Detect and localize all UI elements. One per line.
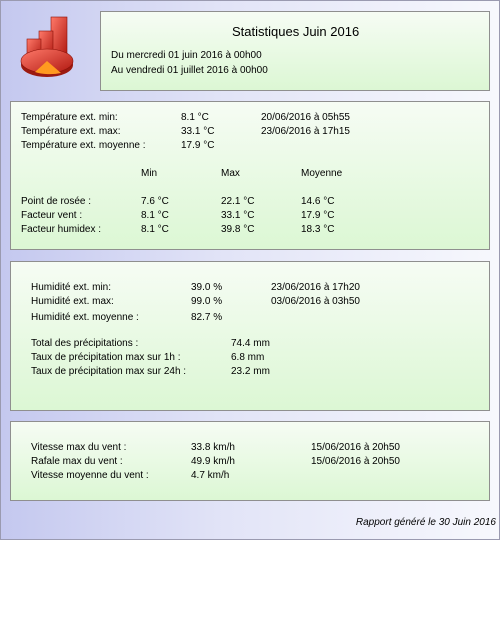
dewpoint-max: 22.1 °C xyxy=(221,196,255,207)
windchill-avg: 17.9 °C xyxy=(301,210,335,221)
wind-max-label: Vitesse max du vent : xyxy=(31,442,127,453)
period-start: Du mercredi 01 juin 2016 à 00h00 xyxy=(111,50,262,61)
humidity-panel xyxy=(10,261,490,411)
temp-max-label: Température ext. max: xyxy=(21,126,121,137)
col-header-max: Max xyxy=(221,168,240,179)
wind-max-date: 15/06/2016 à 20h50 xyxy=(311,442,400,453)
col-header-min: Min xyxy=(141,168,158,179)
windchill-min: 8.1 °C xyxy=(141,210,169,221)
hum-min-date: 23/06/2016 à 17h20 xyxy=(271,282,360,293)
period-end: Au vendredi 01 juillet 2016 à 00h00 xyxy=(111,65,268,76)
rain-total-value: 74.4 mm xyxy=(231,338,270,349)
hum-max-value: 99.0 % xyxy=(191,296,223,307)
rain-rate-24h-label: Taux de précipitation max sur 24h : xyxy=(31,366,187,377)
temp-max-value: 33.1 °C xyxy=(181,126,215,137)
hum-min-value: 39.0 % xyxy=(191,282,223,293)
gust-value: 49.9 km/h xyxy=(191,456,235,467)
humidex-label: Facteur humidex : xyxy=(21,224,102,235)
rain-rate-1h-label: Taux de précipitation max sur 1h : xyxy=(31,352,181,363)
dewpoint-min: 7.6 °C xyxy=(141,196,169,207)
humidex-max: 39.8 °C xyxy=(221,224,255,235)
temp-avg-label: Température ext. moyenne : xyxy=(21,140,146,151)
temp-max-date: 23/06/2016 à 17h15 xyxy=(261,126,350,137)
wind-avg-value: 4.7 km/h xyxy=(191,470,230,481)
rain-rate-24h-value: 23.2 mm xyxy=(231,366,270,377)
hum-min-label: Humidité ext. min: xyxy=(31,282,112,293)
rain-rate-1h-value: 6.8 mm xyxy=(231,352,265,363)
hum-max-date: 03/06/2016 à 03h50 xyxy=(271,296,360,307)
temp-min-date: 20/06/2016 à 05h55 xyxy=(261,112,350,123)
dewpoint-avg: 14.6 °C xyxy=(301,196,335,207)
hum-avg-label: Humidité ext. moyenne : xyxy=(31,312,139,323)
temp-min-label: Température ext. min: xyxy=(21,112,118,123)
gust-date: 15/06/2016 à 20h50 xyxy=(311,456,400,467)
header-panel xyxy=(100,11,490,91)
temperature-panel xyxy=(10,101,490,250)
hum-max-label: Humidité ext. max: xyxy=(31,296,114,307)
hum-avg-value: 82.7 % xyxy=(191,312,223,323)
temp-avg-value: 17.9 °C xyxy=(181,140,215,151)
page-title: Statistiques Juin 2016 xyxy=(232,24,360,39)
gust-label: Rafale max du vent : xyxy=(31,456,123,467)
chart-logo-icon xyxy=(17,13,77,79)
wind-avg-label: Vitesse moyenne du vent : xyxy=(31,470,149,481)
humidex-min: 8.1 °C xyxy=(141,224,169,235)
wind-panel xyxy=(10,421,490,501)
temp-min-value: 8.1 °C xyxy=(181,112,209,123)
windchill-max: 33.1 °C xyxy=(221,210,255,221)
report-footer: Rapport généré le 30 Juin 2016 xyxy=(355,517,496,528)
windchill-label: Facteur vent : xyxy=(21,210,83,221)
col-header-avg: Moyenne xyxy=(301,168,343,179)
rain-total-label: Total des précipitations : xyxy=(31,338,139,349)
humidex-avg: 18.3 °C xyxy=(301,224,335,235)
dewpoint-label: Point de rosée : xyxy=(21,196,92,207)
wind-max-value: 33.8 km/h xyxy=(191,442,235,453)
